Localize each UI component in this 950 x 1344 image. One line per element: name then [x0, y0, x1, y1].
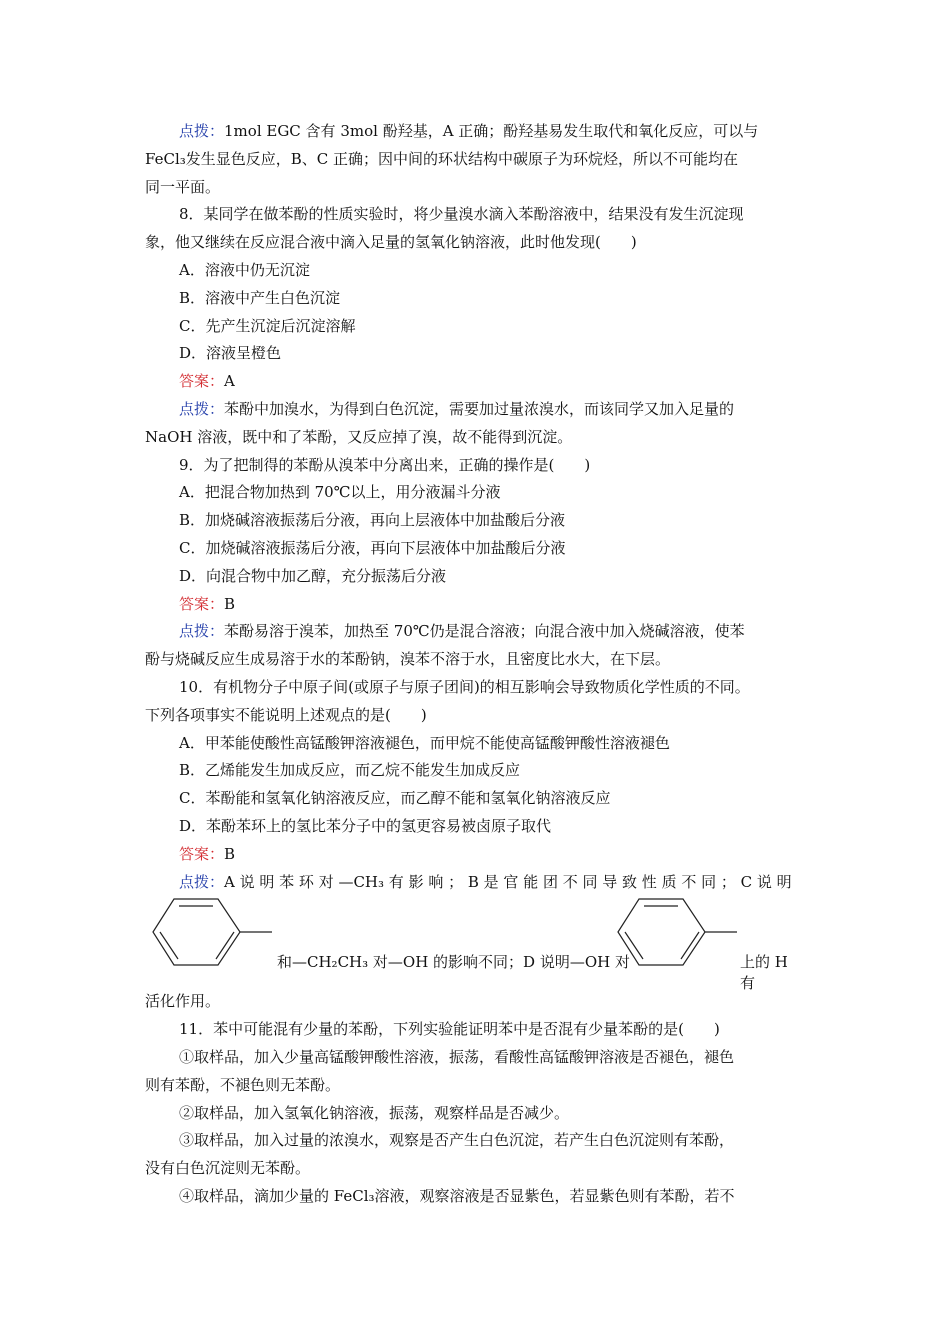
q10-option-b: B．乙烯能发生加成反应，而乙烷不能发生加成反应 — [179, 761, 521, 780]
q9-stem: 9．为了把制得的苯酚从溴苯中分离出来，正确的操作是( ) — [179, 455, 591, 474]
q10-stem-line2: 下列各项事实不能说明上述观点的是( ) — [145, 705, 427, 724]
q11-item4: ④取样品，滴加少量的 FeCl₃溶液，观察溶液是否显紫色，若显紫色则有苯酚，若不 — [179, 1186, 735, 1205]
q11-stem: 11．苯中可能混有少量的苯酚，下列实验能证明苯中是否混有少量苯酚的是( ) — [179, 1020, 720, 1039]
q8-option-a: A．溶液中仍无沉淀 — [179, 260, 310, 279]
q8-stem-line1: 8．某同学在做苯酚的性质实验时，将少量溴水滴入苯酚溶液中，结果没有发生沉淀现 — [179, 205, 744, 224]
q7-tip-label: 点拨： — [179, 122, 225, 140]
q8-option-c: C．先产生沉淀后沉淀溶解 — [179, 316, 356, 335]
q8-answer-label: 答案： — [179, 372, 225, 391]
q8-tip-line2: NaOH 溶液，既中和了苯酚，又反应掉了溴，故不能得到沉淀。 — [145, 427, 573, 446]
q10-option-d: D．苯酚苯环上的氢比苯分子中的氢更容易被卤原子取代 — [179, 816, 552, 835]
q9-option-a: A．把混合物加热到 70℃以上，用分液漏斗分液 — [179, 483, 501, 502]
q8-tip-label: 点拨： — [179, 399, 225, 418]
q10-tip-line3: 活化作用。 — [145, 992, 221, 1011]
q8-option-b: B．溶液中产生白色沉淀 — [179, 288, 341, 307]
q7-tip-line2: FeCl₃发生显色反应，B、C 正确；因中间的环状结构中碳原子为环烷烃，所以不可能均在 — [145, 149, 739, 168]
q9-option-c: C．加烧碱溶液振荡后分液，再向下层液体中加盐酸后分液 — [179, 538, 566, 557]
ethylbenzene-structure-icon — [150, 896, 275, 968]
q7-tip-line1: 点拨：1mol EGC 含有 3mol 酚羟基，A 正确；酚羟基易发生取代和氧化反应，可以与 — [179, 122, 759, 140]
q9-tip-label: 点拨： — [179, 622, 225, 641]
q10-option-a: A．甲苯能使酸性高锰酸钾溶液褪色，而甲烷不能使高锰酸钾酸性溶液褪色 — [179, 733, 670, 752]
q10-tip-label: 点拨： — [179, 872, 225, 891]
q8-option-d: D．溶液呈橙色 — [179, 344, 282, 363]
q10-answer: 答案：B — [179, 844, 236, 863]
q7-tip-line3: 同一平面。 — [145, 177, 221, 196]
q11-item2: ②取样品，加入氢氧化钠溶液，振荡，观察样品是否减少。 — [179, 1103, 570, 1122]
q8-answer: 答案：A — [179, 372, 235, 391]
q10-option-c: C．苯酚能和氢氧化钠溶液反应，而乙醇不能和氢氧化钠溶液反应 — [179, 789, 611, 808]
q9-answer-label: 答案： — [179, 594, 225, 613]
q11-item1-line2: 则有苯酚，不褪色则无苯酚。 — [145, 1075, 341, 1094]
q9-tip-line2: 酚与烧碱反应生成易溶于水的苯酚钠，溴苯不溶于水，且密度比水大，在下层。 — [145, 650, 671, 669]
q9-answer: 答案：B — [179, 594, 236, 613]
q10-tip-line2-end: 上的 H 有 — [740, 953, 788, 993]
q8-stem-line2: 象，他又继续在反应混合液中滴入足量的氢氧化钠溶液，此时他发现( ) — [145, 233, 637, 252]
q9-option-b: B．加烧碱溶液振荡后分液，再向上层液体中加盐酸后分液 — [179, 511, 566, 530]
q8-tip-line1: 点拨：苯酚中加溴水，为得到白色沉淀，需要加过量浓溴水，而该同学又加入足量的 — [179, 399, 735, 418]
q11-item3-line1: ③取样品，加入过量的浓溴水，观察是否产生白色沉淀，若产生白色沉淀则有苯酚， — [179, 1131, 735, 1150]
q10-stem-line1: 10．有机物分子中原子间(或原子与原子团间)的相互影响会导致物质化学性质的不同。 — [179, 677, 750, 696]
q11-item3-line2: 没有白色沉淀则无苯酚。 — [145, 1159, 311, 1178]
q10-tip-structure-row — [145, 896, 805, 993]
phenol-ring-structure-icon — [615, 896, 740, 968]
q11-item1-line1: ①取样品，加入少量高锰酸钾酸性溶液，振荡，看酸性高锰酸钾溶液是否褪色，褪色 — [179, 1047, 735, 1066]
q10-tip-line1: 点拨：A 说 明 苯 环 对 —CH₃ 有 影 响 ； B 是 官 能 团 不 同 导 致 性 质 不 同 ； C 说 明 — [179, 872, 792, 891]
q10-tip-line2-middle: 和—CH₂CH₃ 对—OH 的影响不同；D 说明—OH 对 — [277, 953, 630, 972]
document-content — [145, 118, 805, 1211]
q9-tip-line1: 点拨：苯酚易溶于溴苯，加热至 70℃仍是混合溶液；向混合液中加入烧碱溶液，使苯 — [179, 622, 745, 641]
q9-option-d: D．向混合物中加乙醇，充分振荡后分液 — [179, 566, 447, 585]
q10-answer-label: 答案： — [179, 844, 225, 863]
